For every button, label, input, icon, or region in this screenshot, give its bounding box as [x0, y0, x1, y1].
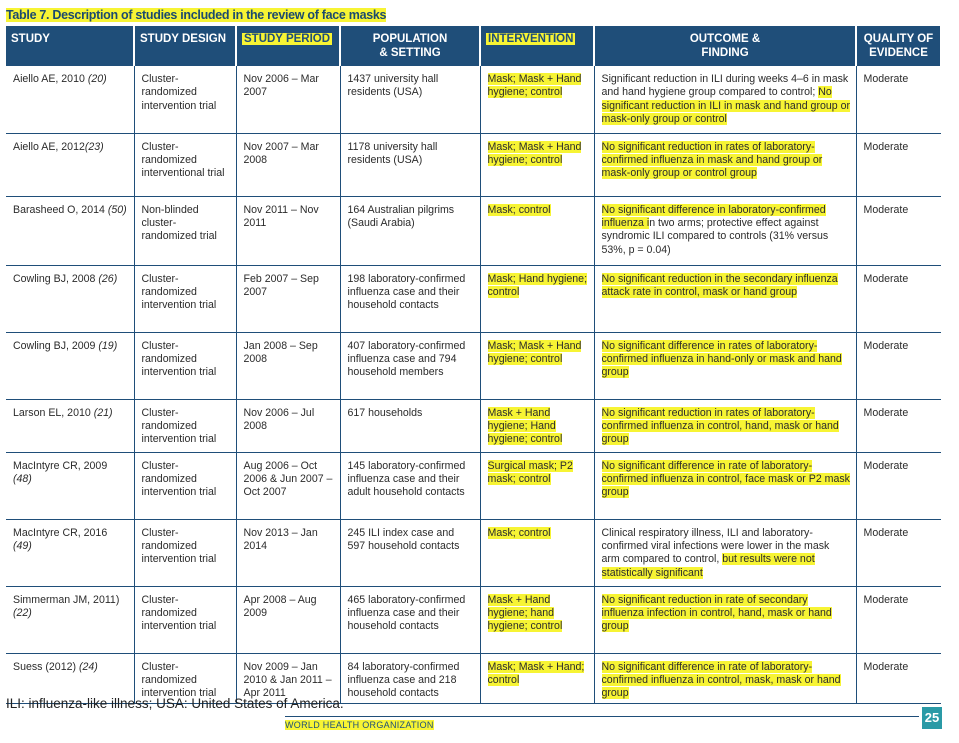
cell-outcome: No significant difference in rates of laboratory-confirmed influenza in hand-only or mask and hand group	[594, 332, 856, 399]
cell-population: 407 laboratory-confirmed influenza case and 794 household members	[340, 332, 480, 399]
cell-design: Cluster-randomized intervention trial	[134, 519, 236, 586]
cell-design: Cluster-randomized intervention trial	[134, 265, 236, 332]
table-row	[6, 452, 941, 519]
cell-intervention: Mask + Hand hygiene; Hand hygiene; control	[480, 399, 594, 452]
study-reference: (26)	[98, 272, 118, 285]
study-name: Suess (2012)	[13, 660, 79, 673]
cell-intervention: Mask; Mask + Hand hygiene; control	[480, 332, 594, 399]
cell-population: 198 laboratory-confirmed influenza case and their household contacts	[340, 265, 480, 332]
cell-outcome: No significant difference in laboratory-confirmed influenza in two arms; protective effect against syndromic ILI compared to controls (31% versus 53%, p = 0.04)	[594, 196, 856, 265]
cell-intervention: Mask + Hand hygiene; hand hygiene; control	[480, 586, 594, 653]
cell-design: Cluster-randomized intervention trial	[134, 452, 236, 519]
cell-outcome: No significant difference in rate of laboratory-confirmed influenza in control, mask, mask or hand group	[594, 653, 856, 703]
cell-period: Nov 2011 – Nov 2011	[236, 196, 340, 265]
study-reference: (49)	[13, 539, 32, 552]
study-reference: (48)	[13, 472, 32, 485]
study-name: Cowling BJ, 2008	[13, 272, 99, 285]
table-row	[6, 586, 941, 653]
table-row	[6, 133, 941, 196]
cell-population: 84 laboratory-confirmed influenza case and 218 household contacts	[340, 653, 480, 703]
table-title: Table 7. Description of studies included in the review of face masks	[6, 8, 387, 22]
cell-period: Aug 2006 – Oct 2006 & Jun 2007 – Oct 2007	[236, 452, 340, 519]
cell-intervention: Mask; Hand hygiene; control	[480, 265, 594, 332]
table-row	[6, 196, 941, 265]
study-reference: (23)	[84, 140, 104, 153]
cell-population: 164 Australian pilgrims (Saudi Arabia)	[340, 196, 480, 265]
cell-outcome: Significant reduction in ILI during weeks 4–6 in mask and hand hygiene group compared to control; No significant reduction in ILI in mask and hand group or mask-only group or control	[594, 66, 856, 133]
cell-period: Nov 2013 – Jan 2014	[236, 519, 340, 586]
header-period: STUDY PERIOD	[236, 26, 340, 66]
cell-period: Nov 2007 – Mar 2008	[236, 133, 340, 196]
cell-population: 145 laboratory-confirmed influenza case and their adult household contacts	[340, 452, 480, 519]
cell-quality: Moderate	[856, 133, 941, 196]
header-outcome: OUTCOME & FINDING	[594, 26, 856, 66]
cell-intervention: Mask; control	[480, 196, 594, 265]
cell-quality: Moderate	[856, 653, 941, 703]
cell-population: 1437 university hall residents (USA)	[340, 66, 480, 133]
table-row	[6, 399, 941, 452]
cell-quality: Moderate	[856, 66, 941, 133]
cell-population: 1178 university hall residents (USA)	[340, 133, 480, 196]
cell-period: Nov 2006 – Mar 2007	[236, 66, 340, 133]
cell-design: Cluster-randomized intervention trial	[134, 399, 236, 452]
cell-study	[6, 196, 134, 265]
table-row	[6, 265, 941, 332]
cell-quality: Moderate	[856, 399, 941, 452]
cell-intervention: Mask; Mask + Hand hygiene; control	[480, 66, 594, 133]
organization-name: WORLD HEALTH ORGANIZATION	[285, 720, 434, 730]
cell-period: Jan 2008 – Sep 2008	[236, 332, 340, 399]
cell-design: Cluster-randomized intervention trial	[134, 586, 236, 653]
cell-design: Cluster-randomized interventional trial	[134, 133, 236, 196]
study-reference: (22)	[13, 606, 32, 619]
cell-population: 617 households	[340, 399, 480, 452]
table-row	[6, 332, 941, 399]
cell-outcome: No significant reduction in rates of laboratory-confirmed influenza in mask and hand group or mask-only group or control group	[594, 133, 856, 196]
cell-quality: Moderate	[856, 452, 941, 519]
cell-intervention: Mask; Mask + Hand; control	[480, 653, 594, 703]
study-name: Barasheed O, 2014	[13, 203, 108, 216]
cell-outcome: Clinical respiratory illness, ILI and laboratory-confirmed viral infections were lower in the mask arm compared to control, but results were not statistically significant	[594, 519, 856, 586]
cell-population: 245 ILI index case and 597 household contacts	[340, 519, 480, 586]
study-name: Larson EL, 2010	[13, 406, 94, 419]
cell-outcome: No significant reduction in the secondary influenza attack rate in control, mask or hand group	[594, 265, 856, 332]
cell-quality: Moderate	[856, 519, 941, 586]
header-intervention: INTERVENTION	[480, 26, 594, 66]
cell-quality: Moderate	[856, 265, 941, 332]
header-design: STUDY DESIGN	[134, 26, 236, 66]
cell-study	[6, 133, 134, 196]
header-quality: QUALITY OF EVIDENCE	[856, 26, 941, 66]
cell-intervention: Mask; control	[480, 519, 594, 586]
cell-period: Apr 2008 – Aug 2009	[236, 586, 340, 653]
cell-study	[6, 586, 134, 653]
study-reference: (24)	[78, 660, 98, 673]
cell-design: Non-blinded cluster-randomized trial	[134, 196, 236, 265]
study-reference: (20)	[87, 73, 107, 85]
cell-outcome: No significant difference in rate of laboratory-confirmed influenza in control, face mask or P2 mask group	[594, 452, 856, 519]
cell-design: Cluster-randomized intervention trial	[134, 66, 236, 133]
header-row	[6, 26, 941, 66]
cell-outcome: No significant reduction in rate of secondary influenza infection in control, hand, mask or hand group	[594, 586, 856, 653]
cell-study	[6, 332, 134, 399]
study-name: MacIntyre CR, 2016	[13, 526, 108, 539]
study-reference: (50)	[107, 203, 127, 216]
cell-period: Feb 2007 – Sep 2007	[236, 265, 340, 332]
page-number: 25	[922, 707, 942, 729]
study-reference: (19)	[98, 339, 118, 352]
cell-population: 465 laboratory-confirmed influenza case and their household contacts	[340, 586, 480, 653]
footnote: ILI: influenza-like illness; USA: United States of America.	[6, 696, 344, 711]
cell-quality: Moderate	[856, 332, 941, 399]
cell-quality: Moderate	[856, 196, 941, 265]
cell-quality: Moderate	[856, 586, 941, 653]
cell-period: Nov 2006 – Jul 2008	[236, 399, 340, 452]
cell-study	[6, 399, 134, 452]
study-name: Aiello AE, 2010	[13, 73, 88, 85]
study-name: MacIntyre CR, 2009	[13, 459, 108, 472]
study-reference: (21)	[93, 406, 113, 419]
study-name: Cowling BJ, 2009	[13, 339, 99, 352]
header-study: STUDY	[6, 26, 134, 66]
cell-study	[6, 452, 134, 519]
cell-study	[6, 265, 134, 332]
cell-design: Cluster-randomized intervention trial	[134, 332, 236, 399]
cell-intervention: Mask; Mask + Hand hygiene; control	[480, 133, 594, 196]
table-row	[6, 519, 941, 586]
cell-study	[6, 66, 134, 133]
study-name: Simmerman JM, 2011)	[13, 593, 120, 606]
studies-table	[6, 26, 942, 704]
study-name: Aiello AE, 2012	[13, 140, 85, 153]
cell-intervention: Surgical mask; P2 mask; control	[480, 452, 594, 519]
footer-divider	[285, 716, 919, 717]
cell-study	[6, 519, 134, 586]
cell-outcome: No significant reduction in rates of laboratory-confirmed influenza in control, hand, mask or hand group	[594, 399, 856, 452]
header-population: POPULATION & SETTING	[340, 26, 480, 66]
cell-period: Nov 2009 – Jan 2010 & Jan 2011 – Apr 2011	[236, 653, 340, 703]
cell-design: Cluster-randomized intervention trial	[134, 653, 236, 703]
table-row	[6, 66, 941, 133]
